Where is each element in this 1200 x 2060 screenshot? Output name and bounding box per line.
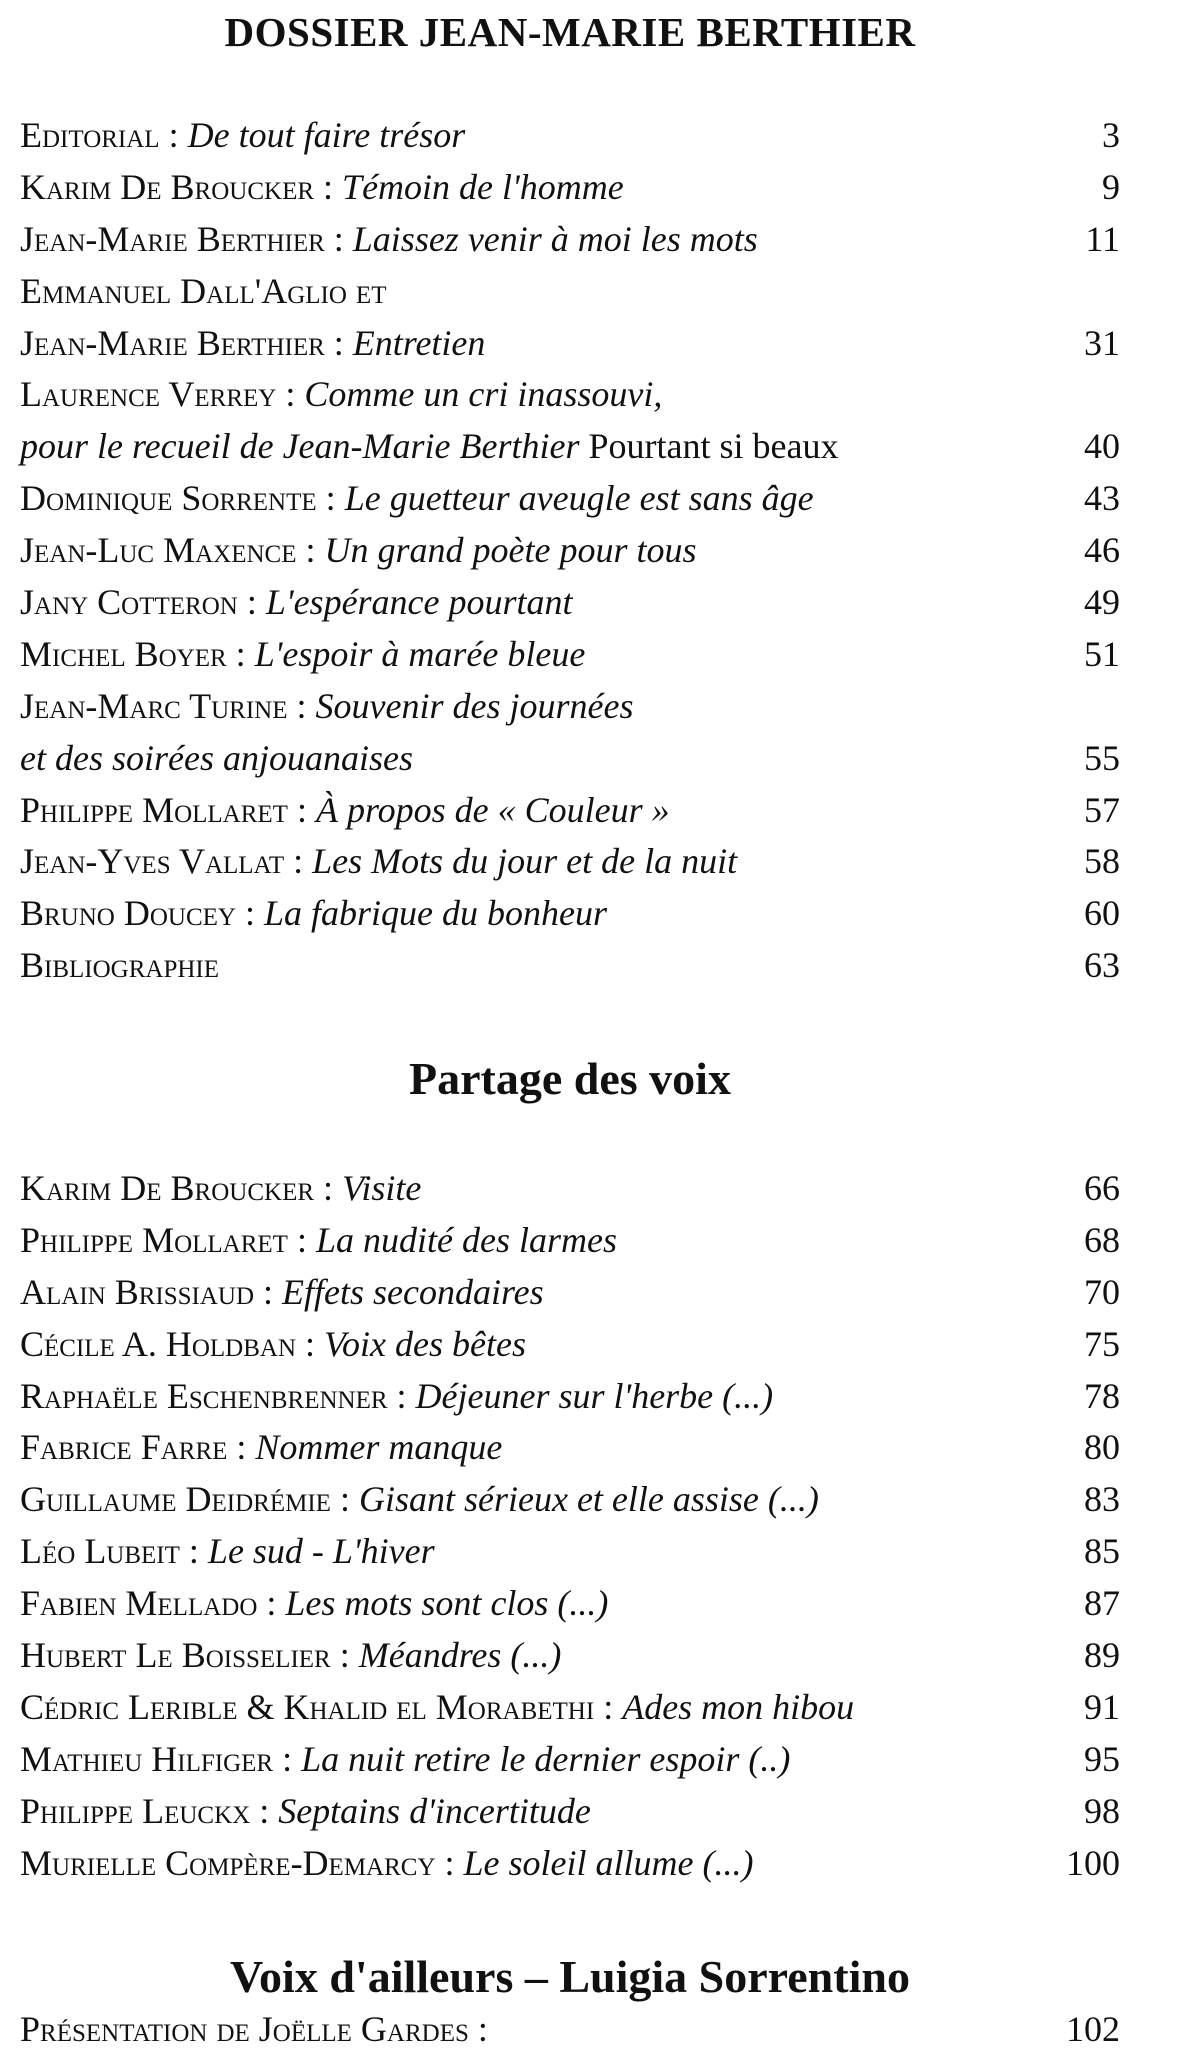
toc-title: Gisant sérieux et elle assise (...) (358, 1479, 819, 1520)
toc-title: Visite (342, 1168, 422, 1208)
toc-title: La nudité des larmes (315, 1219, 617, 1260)
toc-page-number: 98 (1084, 1790, 1120, 1831)
toc-entry (20, 2004, 1120, 2056)
toc-author: Bibliographie (20, 945, 219, 986)
toc-page-number: 80 (1084, 1427, 1120, 1468)
toc-author: Présentation de Joëlle Gardes (20, 2009, 469, 2049)
toc-author: Bruno Doucey (20, 893, 236, 934)
toc-title: De tout faire trésor (187, 115, 466, 155)
toc-separator: : (254, 1271, 283, 1312)
toc-separator: : (287, 1219, 316, 1260)
toc-author: Mathieu Hilfiger (20, 1738, 274, 1779)
toc-separator: : (273, 1738, 302, 1779)
toc-title: Déjeuner sur l'herbe (...) (415, 1375, 774, 1416)
toc-title: Un grand poète pour tous (324, 530, 697, 571)
toc-entry (20, 162, 1120, 214)
toc-entry (20, 1786, 1120, 1838)
toc-author: Fabien Mellado (20, 1583, 258, 1624)
toc-entry (20, 1267, 1120, 1319)
toc-separator: : (296, 530, 325, 571)
toc-entry (20, 888, 1120, 940)
toc-entry-text (20, 1267, 544, 1319)
toc-author: Cédric Lerible & Khalid el Morabethi (20, 1686, 595, 1727)
toc-entry (20, 421, 1120, 473)
toc-entry (20, 733, 1120, 785)
toc-author: Alain Brissiaud (20, 1271, 255, 1312)
toc-entry-text (20, 318, 485, 370)
toc-title: Témoin de l'homme (342, 166, 624, 207)
toc-title: Comme un cri inassouvi, (304, 374, 663, 415)
toc-list (20, 110, 1120, 992)
toc-page-number: 11 (1085, 218, 1120, 259)
toc-author: Karim De Broucker (20, 1168, 315, 1208)
toc-page-number: 102 (1066, 2009, 1120, 2049)
toc-page-number: 58 (1084, 841, 1120, 882)
toc-entry (20, 681, 1120, 733)
toc-separator: : (226, 633, 255, 674)
toc-author: Jean-Marie Berthier (20, 218, 325, 259)
toc-entry (20, 577, 1120, 629)
toc-title: L'espérance pourtant (265, 582, 573, 623)
toc-entry (20, 1319, 1120, 1371)
toc-title: Méandres (...) (358, 1635, 562, 1676)
toc-author: Michel Boyer (20, 633, 227, 674)
toc-entry-text (20, 1474, 819, 1526)
toc-page-number: 95 (1084, 1738, 1120, 1779)
toc-entry (20, 836, 1120, 888)
toc-separator: : (237, 582, 266, 623)
toc-entry-text (20, 629, 585, 681)
toc-author: Hubert Le Boisselier (20, 1635, 331, 1676)
toc-title: Les mots sont clos (...) (285, 1583, 609, 1624)
toc-entry-text (20, 1786, 591, 1838)
toc-separator: : (468, 2009, 488, 2049)
toc-entry (20, 785, 1120, 837)
toc-title: Les Mots du jour et de la nuit (312, 841, 738, 882)
toc-author: Philippe Mollaret (20, 789, 288, 830)
toc-entry (20, 1371, 1120, 1423)
section-title: Partage des voix (409, 1053, 731, 1104)
toc-entry-text (20, 369, 662, 421)
toc-page-number: 91 (1084, 1686, 1120, 1727)
toc-entry-text (20, 473, 814, 525)
toc-title: Le guetteur aveugle est sans âge (344, 478, 814, 519)
toc-author: Jean-Marc Turine (20, 685, 288, 726)
toc-author: Karim De Broucker (20, 166, 315, 207)
toc-title: Laissez venir à moi les mots (352, 218, 758, 259)
toc-separator: : (314, 166, 343, 207)
toc-page-number: 66 (1084, 1168, 1120, 1208)
toc-author: Murielle Compère-Demarcy (20, 1842, 436, 1883)
toc-author: Dominique Sorrente (20, 478, 317, 519)
toc-separator: : (296, 1323, 325, 1364)
toc-page-number: 9 (1102, 166, 1120, 207)
toc-entry (20, 1682, 1120, 1734)
toc-separator: : (324, 218, 353, 259)
toc-page-number: 60 (1084, 893, 1120, 934)
toc-separator: : (250, 1790, 279, 1831)
toc-entry-text (20, 1734, 790, 1786)
toc-separator: : (324, 322, 353, 363)
toc-entry (20, 1630, 1120, 1682)
toc-title-plain: Pourtant si beaux (579, 426, 839, 467)
toc-entry (20, 1422, 1120, 1474)
toc-separator: : (276, 374, 305, 415)
toc-entry (20, 110, 1120, 162)
toc-page-number: 57 (1084, 789, 1120, 830)
toc-title: Le sud - L'hiver (207, 1531, 435, 1572)
toc-entry-text (20, 214, 758, 266)
section-title: Voix d'ailleurs – Luigia Sorrentino (230, 1951, 910, 2002)
toc-author: Fabrice Farre (20, 1427, 228, 1468)
toc-entry-text (20, 785, 670, 837)
toc-title: Voix des bêtes (324, 1323, 526, 1364)
toc-separator: : (287, 685, 316, 726)
toc-author: Laurence Verrey (20, 374, 277, 415)
toc-title: pour le recueil de Jean-Marie Berthier (20, 426, 580, 467)
toc-page-number: 43 (1084, 478, 1120, 519)
toc-author: Cécile A. Holdban (20, 1323, 296, 1364)
toc-entry (20, 1474, 1120, 1526)
toc-page-number: 100 (1066, 1842, 1120, 1883)
toc-entry-text (20, 681, 633, 733)
toc-entry-text (20, 836, 737, 888)
toc-entry (20, 1163, 1120, 1215)
toc-author: Editorial (20, 115, 160, 155)
toc-title: L'espoir à marée bleue (254, 633, 586, 674)
toc-entry-text (20, 1630, 561, 1682)
toc-page-number: 51 (1084, 633, 1120, 674)
toc-entry (20, 1215, 1120, 1267)
toc-page-number: 85 (1084, 1531, 1120, 1572)
toc-entry (20, 473, 1120, 525)
section-title: DOSSIER JEAN-MARIE BERTHIER (224, 9, 916, 55)
toc-author: Guillaume Deidrémie (20, 1479, 331, 1520)
toc-entry-text (20, 110, 465, 162)
toc-title: Entretien (352, 322, 486, 363)
toc-separator: : (316, 478, 345, 519)
toc-author: Raphaële Eschenbrenner (20, 1375, 388, 1416)
toc-entry-text (20, 1578, 608, 1630)
toc-page-number: 78 (1084, 1375, 1120, 1416)
toc-entry (20, 940, 1120, 992)
toc-title: Nommer manque (255, 1427, 503, 1468)
toc-author: Léo Lubeit (20, 1531, 180, 1572)
toc-entry-text (20, 2004, 488, 2056)
toc-entry-text (20, 1371, 773, 1423)
toc-author: Jany Cotteron (20, 582, 238, 623)
toc-entry (20, 214, 1120, 266)
toc-entry-text (20, 940, 219, 992)
toc-entry-text (20, 421, 838, 473)
toc-title: La fabrique du bonheur (263, 893, 607, 934)
toc-entry-text (20, 1319, 526, 1371)
toc-page-number: 70 (1084, 1271, 1120, 1312)
toc-author: Philippe Leuckx (20, 1790, 251, 1831)
toc-entry (20, 318, 1120, 370)
toc-separator: : (257, 1583, 286, 1624)
toc-entry-text (20, 733, 413, 785)
toc-separator: : (159, 115, 188, 155)
toc-author: Jean-Yves Vallat (20, 841, 285, 882)
toc-separator: : (330, 1635, 359, 1676)
toc-page-number: 55 (1084, 737, 1120, 778)
toc-entry (20, 266, 1120, 318)
toc-title: Ades mon hibou (622, 1686, 855, 1727)
toc-author: Jean-Marie Berthier (20, 322, 325, 363)
toc-page-number: 89 (1084, 1635, 1120, 1676)
toc-page-number: 3 (1102, 115, 1120, 155)
toc-title: et des soirées anjouanaises (20, 737, 413, 778)
toc-entry (20, 1526, 1120, 1578)
toc-entry (20, 1578, 1120, 1630)
toc-page-number: 68 (1084, 1219, 1120, 1260)
toc-page-number: 87 (1084, 1583, 1120, 1624)
toc-separator: : (287, 789, 316, 830)
toc-list (20, 2004, 1120, 2056)
toc-separator: : (227, 1427, 256, 1468)
toc-entry (20, 629, 1120, 681)
toc-page-number: 75 (1084, 1323, 1120, 1364)
toc-author: Emmanuel Dall'Aglio et (20, 270, 387, 311)
toc-separator: : (314, 1168, 343, 1208)
toc-entry-text (20, 1526, 435, 1578)
toc-title: Effets secondaires (282, 1271, 544, 1312)
toc-author: Philippe Mollaret (20, 1219, 288, 1260)
toc-entry-text (20, 1215, 617, 1267)
toc-entry-text (20, 1838, 753, 1890)
toc-page-number: 63 (1084, 945, 1120, 986)
toc-author: Jean-Luc Maxence (20, 530, 297, 571)
toc-entry (20, 525, 1120, 577)
toc-separator: : (387, 1375, 416, 1416)
toc-title: Septains d'incertitude (278, 1790, 591, 1831)
toc-separator: : (284, 841, 313, 882)
toc-separator: : (330, 1479, 359, 1520)
toc-entry-text (20, 1163, 421, 1215)
toc-page-number: 46 (1084, 530, 1120, 571)
toc-list (20, 1163, 1120, 1889)
toc-entry-text (20, 525, 697, 577)
toc-separator: : (435, 1842, 464, 1883)
toc-entry-text (20, 162, 624, 214)
toc-page-number: 49 (1084, 582, 1120, 623)
toc-entry-text (20, 577, 573, 629)
toc-separator: : (594, 1686, 623, 1727)
toc-page-number: 40 (1084, 426, 1120, 467)
toc-page-number: 31 (1084, 322, 1120, 363)
toc-entry-text (20, 888, 607, 940)
toc-separator: : (235, 893, 264, 934)
toc-entry (20, 369, 1120, 421)
toc-entry-text (20, 1422, 502, 1474)
toc-entry (20, 1734, 1120, 1786)
toc-separator: : (179, 1531, 208, 1572)
toc-title: Le soleil allume (...) (463, 1842, 754, 1883)
toc-entry-text (20, 266, 386, 318)
toc-page-number: 83 (1084, 1479, 1120, 1520)
toc-entry-text (20, 1682, 854, 1734)
toc-title: À propos de « Couleur » (315, 789, 670, 830)
toc-title: Souvenir des journées (315, 685, 634, 726)
toc-entry (20, 1838, 1120, 1890)
toc-title: La nuit retire le dernier espoir (..) (301, 1738, 791, 1779)
